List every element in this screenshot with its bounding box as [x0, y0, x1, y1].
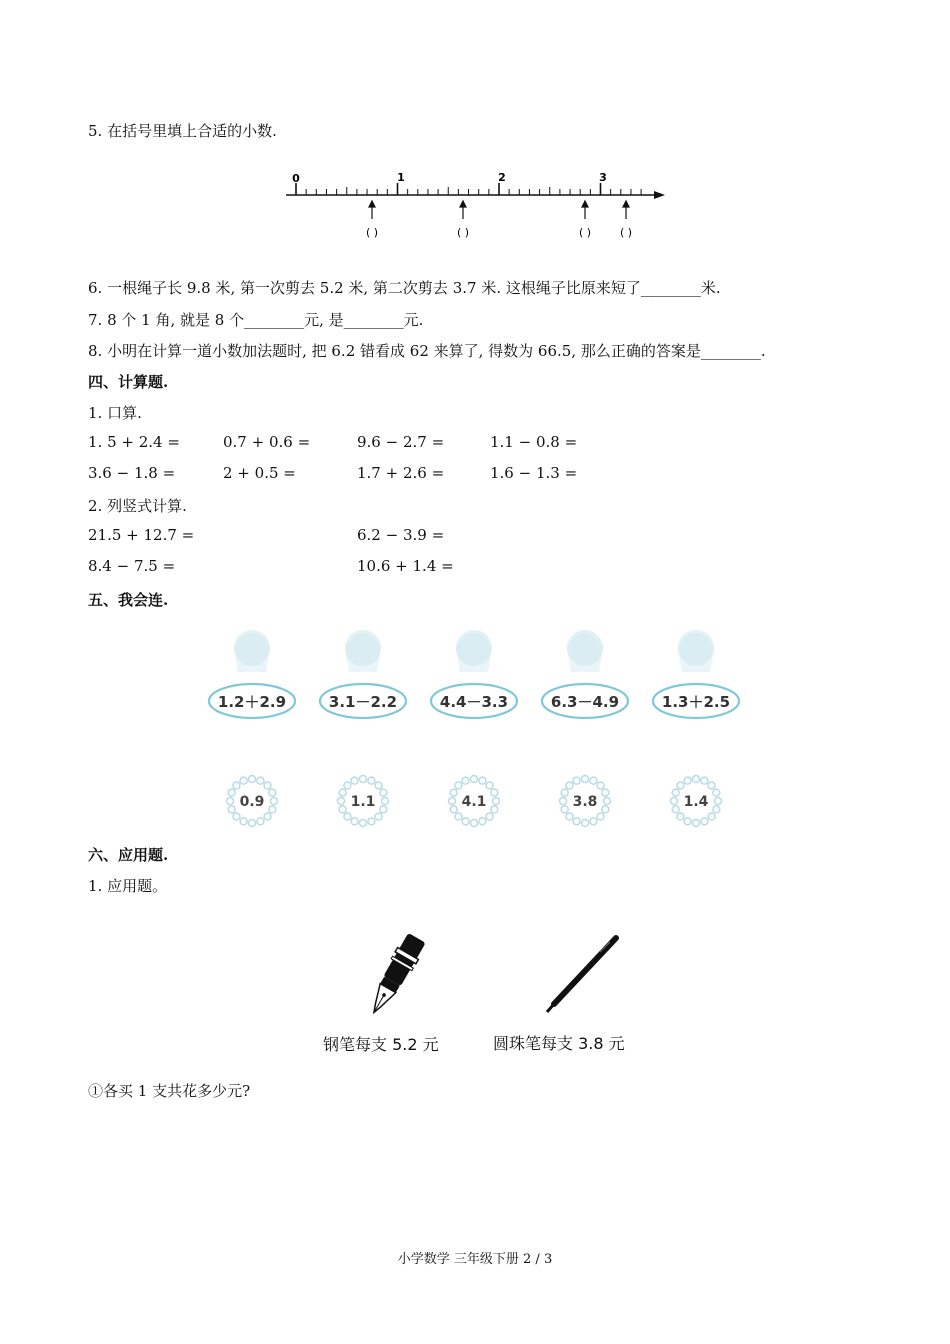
answer-label: 0.9 — [239, 794, 265, 810]
wreath-leaf — [455, 782, 462, 789]
oral-item: 1.7 + 2.6 = — [357, 464, 445, 482]
nl-paren-1: ( ) — [365, 226, 379, 239]
oral-item: 2 + 0.5 = — [223, 464, 296, 482]
wreath-leaf — [684, 818, 691, 825]
wreath-leaf — [257, 777, 264, 784]
wreath-leaf — [455, 813, 462, 820]
answer-label: 4.1 — [461, 794, 487, 810]
wreath-leaf — [269, 789, 276, 796]
wreath-leaf — [677, 782, 684, 789]
expression-label: 1.3＋2.5 — [661, 693, 731, 711]
wreath-leaf — [360, 776, 367, 783]
ballpen-price-caption: 圆珠笔每支 3.8 元 — [493, 1034, 625, 1053]
oral-item: 9.6 − 2.7 = — [357, 433, 445, 451]
wreath-leaf — [264, 813, 271, 820]
wreath-leaf — [227, 798, 234, 805]
wreath-leaf — [462, 777, 469, 784]
wreath-leaf — [240, 777, 247, 784]
wreath-leaf — [240, 818, 247, 825]
wreath-leaf — [573, 777, 580, 784]
wreath-leaf — [344, 782, 351, 789]
answer-label: 3.8 — [572, 794, 598, 810]
wreath-leaf — [233, 813, 240, 820]
nl-paren-4: ( ) — [619, 226, 633, 239]
wreath-leaf — [344, 813, 351, 820]
wreath-leaf — [264, 782, 271, 789]
oral-item: 1. 5 + 2.4 = — [88, 433, 180, 451]
wreath-leaf — [486, 782, 493, 789]
wreath-leaf — [339, 789, 346, 796]
wreath-leaf — [375, 782, 382, 789]
nl-label-2: 2 — [498, 171, 506, 184]
nl-paren-2: ( ) — [456, 226, 470, 239]
expression-label: 1.2＋2.9 — [217, 693, 287, 711]
wreath-leaf — [561, 789, 568, 796]
wreath-leaf — [708, 782, 715, 789]
nl-label-0: 0 — [292, 172, 300, 185]
wreath-leaf — [339, 806, 346, 813]
wreath-leaf — [462, 818, 469, 825]
oral-item: 0.7 + 0.6 = — [223, 433, 311, 451]
wreath-leaf — [479, 818, 486, 825]
wreath-leaf — [597, 813, 604, 820]
section-4-heading: 四、计算题. — [88, 373, 169, 391]
section-4-q2: 2. 列竖式计算. — [88, 497, 187, 515]
wreath-leaf — [590, 777, 597, 784]
vertical-item: 6.2 − 3.9 = — [357, 526, 445, 544]
wreath-leaf — [493, 798, 500, 805]
wreath-leaf — [590, 818, 597, 825]
wreath-leaf — [715, 798, 722, 805]
matching-figure — [200, 620, 750, 835]
section-5-heading: 五、我会连. — [88, 591, 169, 609]
wreath-leaf — [471, 820, 478, 827]
wreath-leaf — [684, 777, 691, 784]
wreath-leaf — [269, 806, 276, 813]
wreath-leaf — [380, 806, 387, 813]
wreath-leaf — [257, 818, 264, 825]
wreath-leaf — [573, 818, 580, 825]
ballpoint-pen-icon — [540, 932, 625, 1017]
wreath-leaf — [351, 777, 358, 784]
wreath-leaf — [672, 806, 679, 813]
number-line — [280, 165, 670, 245]
wreath-leaf — [249, 820, 256, 827]
wreath-leaf — [233, 782, 240, 789]
wreath-leaf — [693, 776, 700, 783]
section-4-q1: 1. 口算. — [88, 404, 142, 422]
question-5: 5. 在括号里填上合适的小数. — [88, 122, 277, 140]
answer-label: 1.4 — [683, 794, 709, 810]
wreath-leaf — [701, 777, 708, 784]
pen-price-caption: 钢笔每支 5.2 元 — [323, 1035, 439, 1054]
wreath-leaf — [471, 776, 478, 783]
wreath-leaf — [360, 820, 367, 827]
oral-item: 1.6 − 1.3 = — [490, 464, 578, 482]
wreath-leaf — [491, 789, 498, 796]
wreath-leaf — [450, 789, 457, 796]
wreath-leaf — [561, 806, 568, 813]
expression-label: 6.3－4.9 — [550, 693, 620, 711]
wreath-leaf — [604, 798, 611, 805]
question-7: 7. 8 个 1 角, 就是 8 个________元, 是________元. — [88, 311, 424, 329]
wreath-leaf — [671, 798, 678, 805]
question-8: 8. 小明在计算一道小数加法题时, 把 6.2 错看成 62 来算了, 得数为 66.5, 那么正确的答案是________. — [88, 342, 766, 360]
fountain-pen-icon — [355, 930, 435, 1022]
wreath-leaf — [701, 818, 708, 825]
nl-paren-3: ( ) — [578, 226, 592, 239]
section-6-heading: 六、应用题. — [88, 846, 169, 864]
wreath-leaf — [486, 813, 493, 820]
vertical-item: 21.5 + 12.7 = — [88, 526, 195, 544]
wreath-leaf — [368, 818, 375, 825]
wreath-leaf — [602, 789, 609, 796]
page-footer: 小学数学 三年级下册 2 / 3 — [397, 1252, 553, 1267]
nl-label-1: 1 — [397, 171, 405, 184]
oral-item: 3.6 − 1.8 = — [88, 464, 176, 482]
section-6-q1: 1. 应用题。 — [88, 877, 168, 895]
wreath-leaf — [560, 798, 567, 805]
nl-label-3: 3 — [599, 171, 607, 184]
wreath-leaf — [713, 806, 720, 813]
wreath-leaf — [597, 782, 604, 789]
wreath-leaf — [271, 798, 278, 805]
wreath-leaf — [351, 818, 358, 825]
question-6: 6. 一根绳子长 9.8 米, 第一次剪去 5.2 米, 第二次剪去 3.7 米. 这根绳子比原来短了________米. — [88, 279, 721, 297]
wreath-leaf — [677, 813, 684, 820]
wreath-leaf — [228, 789, 235, 796]
wreath-leaf — [713, 789, 720, 796]
wreath-leaf — [672, 789, 679, 796]
wreath-leaf — [228, 806, 235, 813]
wreath-leaf — [450, 806, 457, 813]
wreath-leaf — [380, 789, 387, 796]
wreath-leaf — [582, 820, 589, 827]
expression-label: 4.4－3.3 — [439, 693, 509, 711]
wreath-leaf — [375, 813, 382, 820]
vertical-item: 8.4 − 7.5 = — [88, 557, 176, 575]
expression-label: 3.1－2.2 — [328, 693, 398, 711]
answer-label: 1.1 — [350, 794, 376, 810]
wreath-leaf — [693, 820, 700, 827]
oral-item: 1.1 − 0.8 = — [490, 433, 578, 451]
wreath-leaf — [249, 776, 256, 783]
wreath-leaf — [566, 813, 573, 820]
wreath-leaf — [491, 806, 498, 813]
wreath-leaf — [602, 806, 609, 813]
wreath-leaf — [368, 777, 375, 784]
wreath-leaf — [449, 798, 456, 805]
wreath-leaf — [382, 798, 389, 805]
wreath-leaf — [708, 813, 715, 820]
wreath-leaf — [566, 782, 573, 789]
wreath-leaf — [338, 798, 345, 805]
wreath-leaf — [582, 776, 589, 783]
vertical-item: 10.6 + 1.4 = — [357, 557, 454, 575]
sub-question-1: ①各买 1 支共花多少元? — [88, 1082, 251, 1100]
wreath-leaf — [479, 777, 486, 784]
